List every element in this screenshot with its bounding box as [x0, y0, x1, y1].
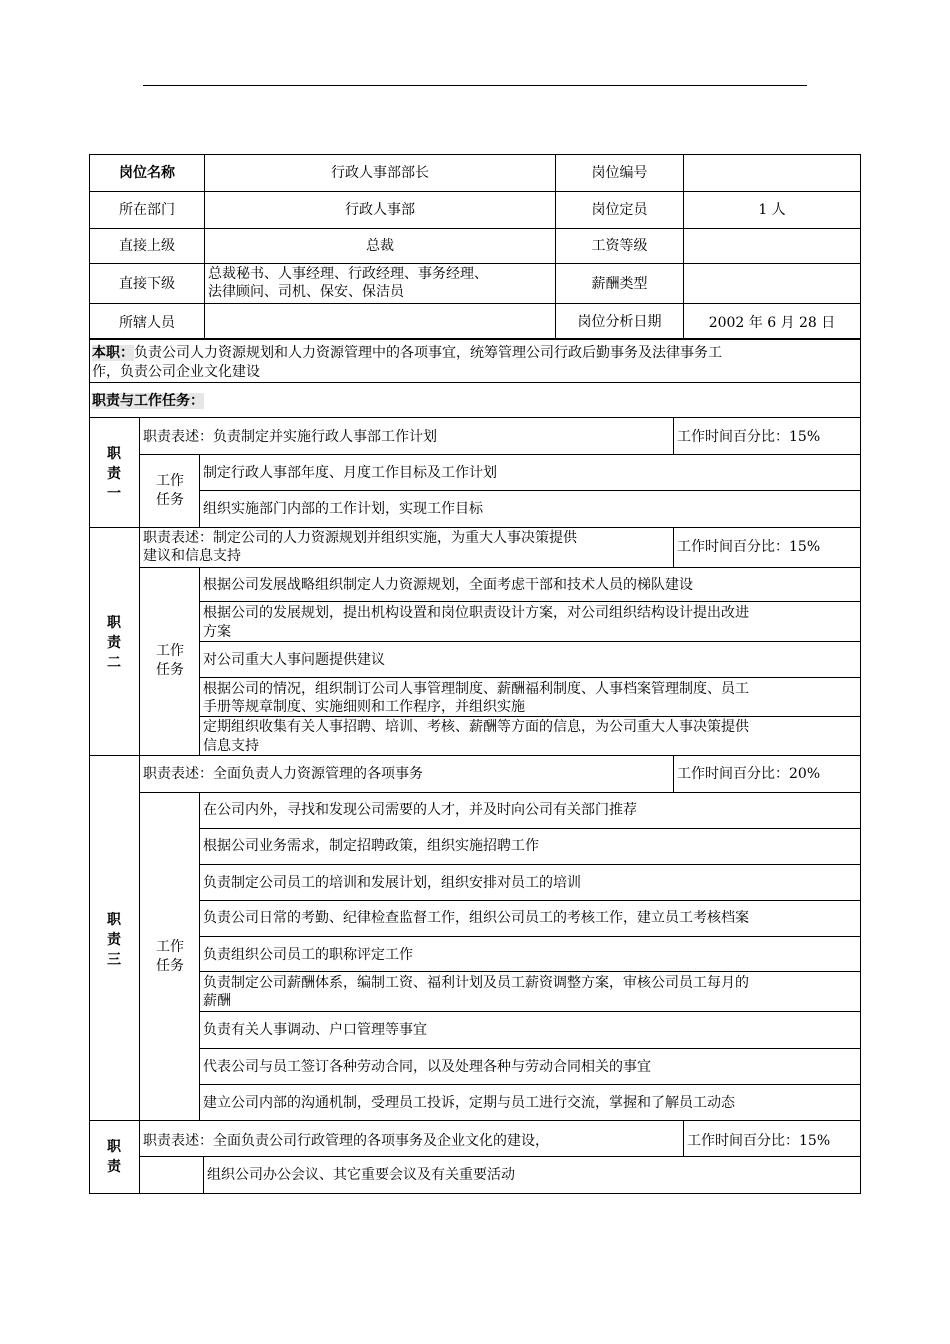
core-duty-line2: 作，负责公司企业文化建设	[92, 364, 260, 380]
duty-1-task-1: 制定行政人事部年度、月度工作目标及工作计划	[203, 465, 497, 481]
duty-2-task-2-line2: 方案	[203, 624, 231, 640]
duty-3-pct: 工作时间百分比：20%	[677, 766, 821, 782]
duty-2-desc-line1: 职责表述：制定公司的人力资源规划并组织实施，为重大人事决策提供	[143, 530, 577, 546]
duty-3-task-8: 代表公司与员工签订各种劳动合同，以及处理各种与劳动合同相关的事宜	[203, 1059, 651, 1075]
duty-2-task-5-line1: 定期组织收集有关人事招聘、培训、考核、薪酬等方面的信息，为公司重大人事决策提供	[203, 719, 749, 735]
duty-2-task-3: 对公司重大人事问题提供建议	[203, 652, 385, 668]
core-duty-line1: 本职：负责公司人力资源规划和人力资源管理中的各项事宜，统筹管理公司行政后勤事务及法律事务工	[92, 345, 722, 361]
duty-1-task-2: 组织实施部门内部的工作计划，实现工作目标	[203, 501, 483, 517]
value-direct-superior: 总裁	[366, 238, 394, 254]
duty-1-pct: 工作时间百分比：15%	[677, 429, 821, 445]
duty-2-name: 职责二	[107, 615, 121, 671]
duty-4-name: 职责	[107, 1139, 121, 1175]
duty-2-task-5-line2: 信息支持	[203, 738, 259, 754]
value-headcount: 1 人	[758, 202, 786, 218]
header-rule	[143, 85, 807, 86]
duty-2-task-label: 工作任务	[156, 643, 184, 678]
duty-2-task-1: 根据公司发展战略组织制定人力资源规划，全面考虑干部和技术人员的梯队建设	[203, 577, 693, 593]
duty-2-desc-line2: 建议和信息支持	[143, 548, 241, 564]
value-analysis-date: 2002 年 6 月 28 日	[708, 315, 836, 331]
label-direct-superior: 直接上级	[119, 238, 175, 254]
duty-3-desc: 职责表述：全面负责人力资源管理的各项事务	[143, 766, 423, 782]
duty-4-desc: 职责表述：全面负责公司行政管理的各项事务及企业文化的建设，	[143, 1133, 549, 1149]
duty-3-task-6-line1: 负责制定公司薪酬体系，编制工资、福利计划及员工薪资调整方案，审核公司员工每月的	[203, 975, 749, 991]
core-duty-label: 本职：	[92, 345, 134, 361]
label-staff-under: 所辖人员	[119, 315, 175, 331]
label-analysis-date: 岗位分析日期	[577, 314, 662, 330]
label-position-code: 岗位编号	[591, 165, 648, 181]
duty-3-task-label: 工作任务	[156, 939, 184, 974]
label-salary-grade: 工资等级	[591, 238, 648, 254]
duty-4-task-1: 组织公司办公会议、其它重要会议及有关重要活动	[207, 1167, 515, 1183]
duty-3-task-6-line2: 薪酬	[203, 993, 231, 1009]
label-headcount: 岗位定员	[591, 202, 648, 218]
duty-3-task-4: 负责公司日常的考勤、纪律检查监督工作，组织公司员工的考核工作，建立员工考核档案	[203, 910, 749, 926]
duty-3-task-5: 负责组织公司员工的职称评定工作	[203, 947, 413, 963]
duty-3-task-3: 负责制定公司员工的培训和发展计划，组织安排对员工的培训	[203, 875, 581, 891]
duty-3-task-1: 在公司内外，寻找和发现公司需要的人才，并及时向公司有关部门推荐	[203, 802, 637, 818]
duty-3-name: 职责三	[107, 912, 121, 968]
label-position-name: 岗位名称	[119, 165, 175, 181]
duty-2-task-4-line2: 手册等规章制度、实施细则和工作程序，并组织实施	[203, 699, 525, 715]
duty-1-desc: 职责表述：负责制定并实施行政人事部工作计划	[143, 429, 437, 445]
duty-2-task-2-line1: 根据公司的发展规划，提出机构设置和岗位职责设计方案，对公司组织结构设计提出改进	[203, 605, 749, 621]
duty-1-name: 职责一	[107, 446, 121, 502]
duty-3-task-9: 建立公司内部的沟通机制，受理员工投诉，定期与员工进行交流，掌握和了解员工动态	[203, 1095, 735, 1111]
value-department: 行政人事部	[345, 202, 415, 218]
duties-heading: 职责与工作任务：	[92, 393, 204, 409]
value-subordinates-line1: 总裁秘书、人事经理、行政经理、事务经理、	[208, 266, 488, 282]
label-subordinates: 直接下级	[119, 276, 175, 292]
value-position-name: 行政人事部部长	[331, 165, 429, 181]
label-department: 所在部门	[119, 202, 175, 218]
label-pay-type: 薪酬类型	[591, 276, 648, 292]
duty-1-task-label: 工作任务	[156, 473, 184, 508]
duty-4-pct: 工作时间百分比：15%	[687, 1133, 831, 1149]
value-subordinates-line2: 法律顾问、司机、保安、保洁员	[208, 284, 404, 300]
duty-3-task-2: 根据公司业务需求，制定招聘政策，组织实施招聘工作	[203, 838, 539, 854]
duty-2-task-4-line1: 根据公司的情况，组织制订公司人事管理制度、薪酬福利制度、人事档案管理制度、员工	[203, 681, 749, 697]
duty-2-pct: 工作时间百分比：15%	[677, 539, 821, 555]
duty-3-task-7: 负责有关人事调动、户口管理等事宜	[203, 1022, 427, 1038]
